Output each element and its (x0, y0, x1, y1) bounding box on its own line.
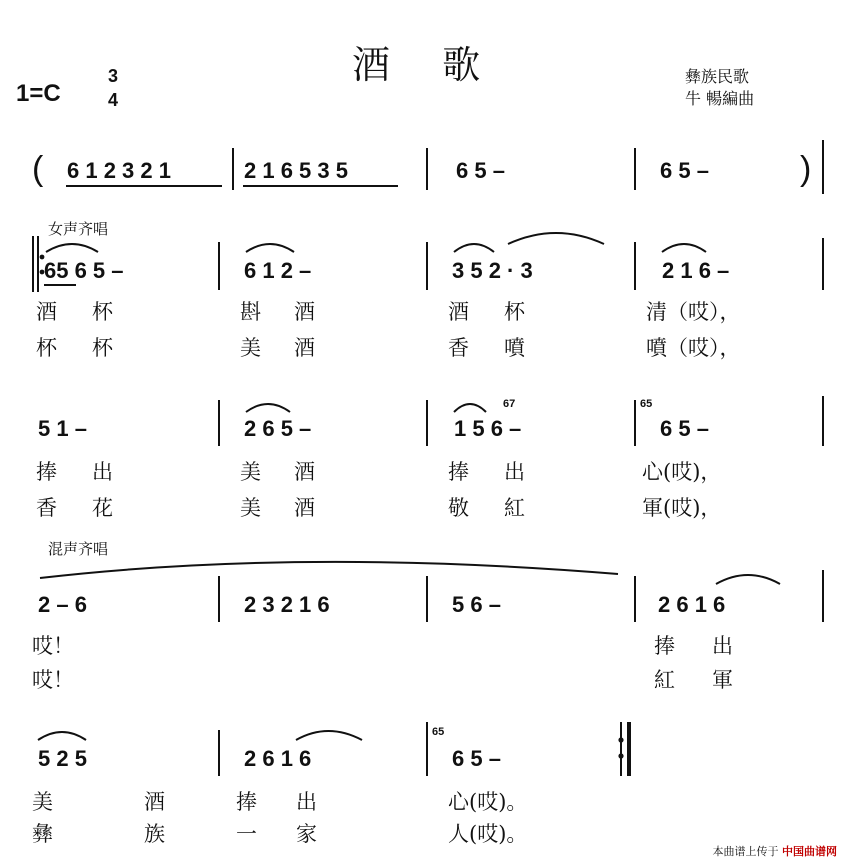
lyric: 敬 (448, 496, 469, 520)
intro-measure-3: 6 5 – (456, 158, 505, 183)
lyric: 美 (240, 336, 261, 360)
upload-credit (713, 843, 838, 859)
lyric: 出 (504, 460, 525, 484)
section-label-female: 女声齐唱 (48, 220, 109, 238)
lyric: 酒 (448, 300, 469, 324)
credit-arranger: 牛 暢編曲 (685, 89, 755, 108)
credit-origin: 彝族民歌 (685, 67, 750, 86)
lyric: 出 (92, 460, 113, 484)
lyric: 家 (296, 822, 317, 846)
lyric: 捧 (236, 790, 257, 814)
lyric: 捧 (654, 634, 675, 658)
lyric: 哎！ (32, 668, 74, 692)
lyric: 杯 (36, 336, 57, 360)
line3-measure-2: 2 3 2 1 6 (244, 592, 330, 617)
lyric: 酒 (294, 460, 315, 484)
lyric: 噴 (504, 336, 525, 360)
page-title: 酒 歌 (352, 43, 501, 87)
line3-measure-4: 2 6 1 6 (658, 592, 726, 617)
grace-note: 67 (503, 398, 516, 410)
line1-measure-2: 6 1 2 – (244, 258, 312, 283)
lyric: 族 (144, 822, 165, 846)
key-signature: 1=C (16, 80, 61, 107)
line4-measure-2: 2 6 1 6 (244, 746, 312, 771)
line1-measure-3: 3 5 2 · 3 (452, 258, 533, 283)
line4-measure-1: 5 2 5 (38, 746, 87, 771)
site-logo[interactable]: 中国曲谱网 (782, 845, 837, 858)
line1-measure-1: 65 6 5 – (44, 258, 124, 283)
line2-measure-4: 6 5 – (660, 416, 709, 441)
lyric: 人(哎)。 (448, 822, 528, 846)
lyric: 捧 (448, 460, 469, 484)
lyric: 出 (296, 790, 317, 814)
lyric: 哎！ (32, 634, 74, 658)
time-signature-top: 3 (108, 66, 119, 86)
lyric: 一 (236, 822, 257, 846)
upload-credit-text: 本曲谱上传于 (712, 845, 779, 858)
lyric: 噴（哎）， (646, 336, 741, 360)
line3-measure-1: 2 – 6 (38, 592, 87, 617)
lyric: 杯 (92, 300, 113, 324)
line2-measure-3: 1 5 6 – (454, 416, 522, 441)
lyric: 軍(哎)， (642, 496, 722, 520)
lyric: 清（哎）， (646, 300, 741, 324)
lyric: 軍 (712, 668, 733, 692)
time-signature-bottom: 4 (108, 90, 119, 110)
intro-measure-2: 2 1 6 5 3 5 (244, 158, 348, 183)
section-label-mixed: 混声齐唱 (48, 540, 109, 558)
lyric: 心(哎)， (642, 460, 722, 484)
grace-note: 65 (432, 726, 445, 738)
line2-measure-1: 5 1 – (38, 416, 87, 441)
lyric: 酒 (294, 496, 315, 520)
intro-open-paren: ( (32, 150, 44, 188)
lyric: 美 (240, 460, 261, 484)
lyric: 花 (92, 496, 113, 520)
lyric: 酒 (144, 790, 165, 814)
line1-measure-4: 2 1 6 – (662, 258, 730, 283)
lyric: 酒 (36, 300, 57, 324)
lyric: 紅 (654, 668, 675, 692)
lyric: 香 (36, 496, 57, 520)
line3-measure-3: 5 6 – (452, 592, 501, 617)
lyric: 美 (32, 790, 53, 814)
intro-measure-1: 6 1 2 3 2 1 (67, 158, 171, 183)
lyric: 杯 (92, 336, 113, 360)
line4-measure-3: 6 5 – (452, 746, 501, 771)
lyric: 心(哎)。 (448, 790, 528, 814)
lyric: 紅 (504, 496, 525, 520)
grace-note: 65 (640, 398, 653, 410)
lyric: 捧 (36, 460, 57, 484)
lyric: 酒 (294, 300, 315, 324)
lyric: 斟 (240, 300, 261, 324)
lyric: 酒 (294, 336, 315, 360)
lyric: 美 (240, 496, 261, 520)
intro-close-paren: ) (800, 150, 812, 188)
lyric: 彝 (32, 822, 53, 846)
lyric: 杯 (504, 300, 525, 324)
line2-measure-2: 2 6 5 – (244, 416, 312, 441)
intro-measure-4: 6 5 – (660, 158, 709, 183)
lyric: 香 (448, 336, 469, 360)
lyric: 出 (712, 634, 733, 658)
